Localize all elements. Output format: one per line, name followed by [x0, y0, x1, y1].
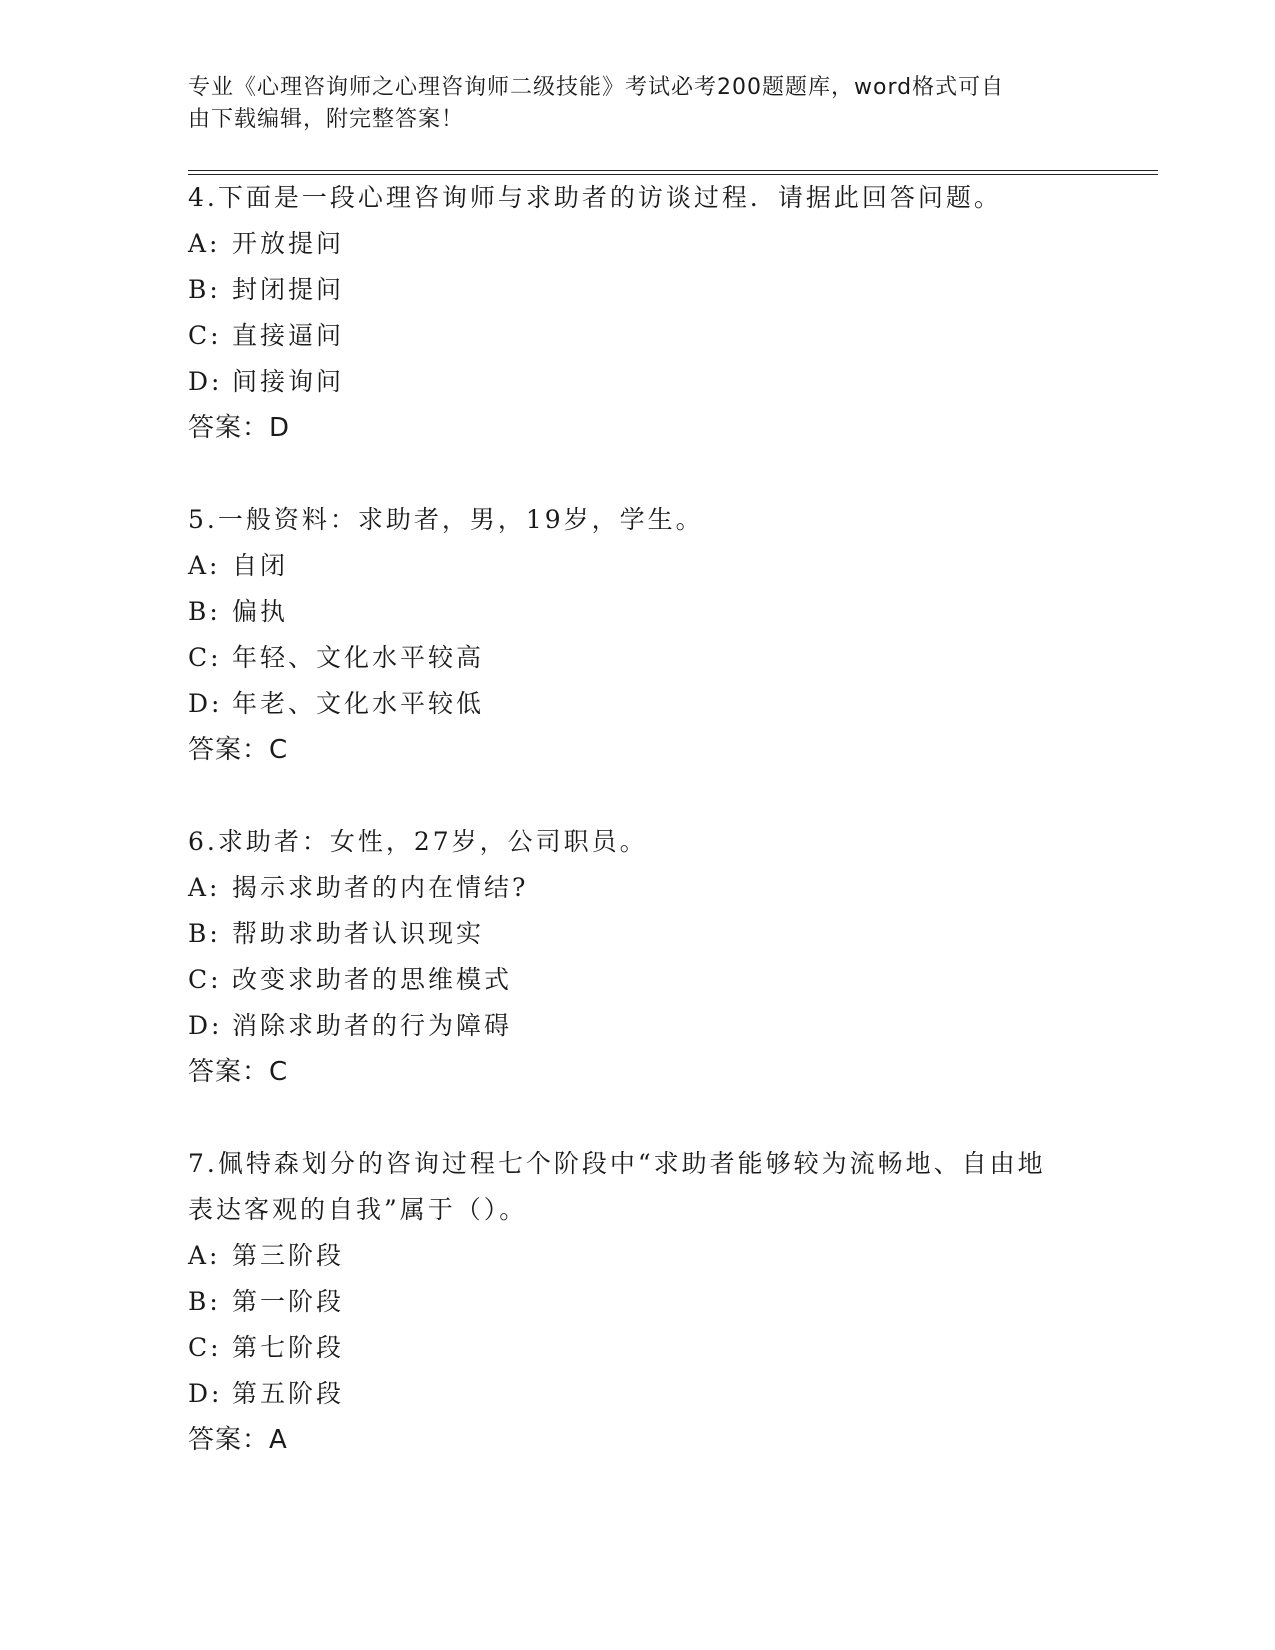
option-c	[188, 1325, 1158, 1371]
option-text: 第五阶段	[232, 1379, 345, 1408]
question-stem: 7.佩特森划分的咨询过程七个阶段中“求助者能够较为流畅地、自由地表达客观的自我”属于（）。	[188, 1149, 1046, 1224]
question-stem: 5.一般资料：求助者，男，19岁，学生。	[188, 505, 704, 534]
question-7	[188, 1141, 1158, 1463]
answer: 答案：C	[188, 1057, 289, 1087]
option-key: B:	[188, 919, 221, 948]
option-c	[188, 313, 1158, 359]
spacer	[188, 773, 1158, 819]
option-a	[188, 1233, 1158, 1279]
option-key: B:	[188, 597, 221, 626]
question-stem: 4.下面是一段心理咨询师与求助者的访谈过程．请据此回答问题。	[188, 183, 1002, 212]
option-text: 揭示求助者的内在情结?	[232, 873, 529, 902]
option-key: C:	[188, 965, 222, 994]
header-line-2: 由下载编辑，附完整答案！	[188, 107, 465, 132]
option-text: 直接逼问	[232, 321, 345, 350]
option-key: C:	[188, 1333, 222, 1362]
option-text: 消除求助者的行为障碍	[232, 1011, 513, 1040]
option-b	[188, 589, 1158, 635]
option-d	[188, 1371, 1158, 1417]
option-a	[188, 543, 1158, 589]
option-a	[188, 221, 1158, 267]
option-key: A:	[188, 1241, 221, 1270]
question-4	[188, 175, 1158, 451]
option-d	[188, 1003, 1158, 1049]
option-b	[188, 911, 1158, 957]
question-5	[188, 497, 1158, 773]
option-text: 第一阶段	[232, 1287, 345, 1316]
option-a	[188, 865, 1158, 911]
option-key: D:	[188, 1379, 223, 1408]
option-text: 帮助求助者认识现实	[232, 919, 485, 948]
answer: 答案：A	[188, 1425, 288, 1455]
option-key: B:	[188, 1287, 221, 1316]
option-text: 改变求助者的思维模式	[232, 965, 513, 994]
option-c	[188, 635, 1158, 681]
option-text: 偏执	[232, 597, 289, 626]
spacer	[188, 451, 1158, 497]
option-b	[188, 1279, 1158, 1325]
option-key: C:	[188, 321, 222, 350]
answer: 答案：C	[188, 735, 289, 765]
option-text: 封闭提问	[232, 275, 345, 304]
option-c	[188, 957, 1158, 1003]
option-text: 间接询问	[232, 367, 345, 396]
option-key: D:	[188, 367, 223, 396]
option-key: D:	[188, 1011, 223, 1040]
option-text: 年老、文化水平较低	[232, 689, 485, 718]
question-6	[188, 819, 1158, 1095]
option-key: C:	[188, 643, 222, 672]
document-page	[188, 72, 1158, 1463]
option-text: 第三阶段	[232, 1241, 345, 1270]
option-d	[188, 359, 1158, 405]
option-key: B:	[188, 275, 221, 304]
option-text: 年轻、文化水平较高	[232, 643, 485, 672]
option-key: A:	[188, 551, 221, 580]
option-key: D:	[188, 689, 223, 718]
option-text: 第七阶段	[232, 1333, 345, 1362]
option-text: 开放提问	[232, 229, 345, 258]
option-key: A:	[188, 873, 221, 902]
header-line-1: 专业《心理咨询师之心理咨询师二级技能》考试必考200题题库，word格式可自	[188, 75, 1005, 100]
option-b	[188, 267, 1158, 313]
answer: 答案：D	[188, 413, 291, 443]
option-key: A:	[188, 229, 221, 258]
document-header	[188, 72, 1068, 136]
spacer	[188, 1095, 1158, 1141]
option-d	[188, 681, 1158, 727]
option-text: 自闭	[232, 551, 289, 580]
question-stem: 6.求助者：女性，27岁，公司职员。	[188, 827, 648, 856]
